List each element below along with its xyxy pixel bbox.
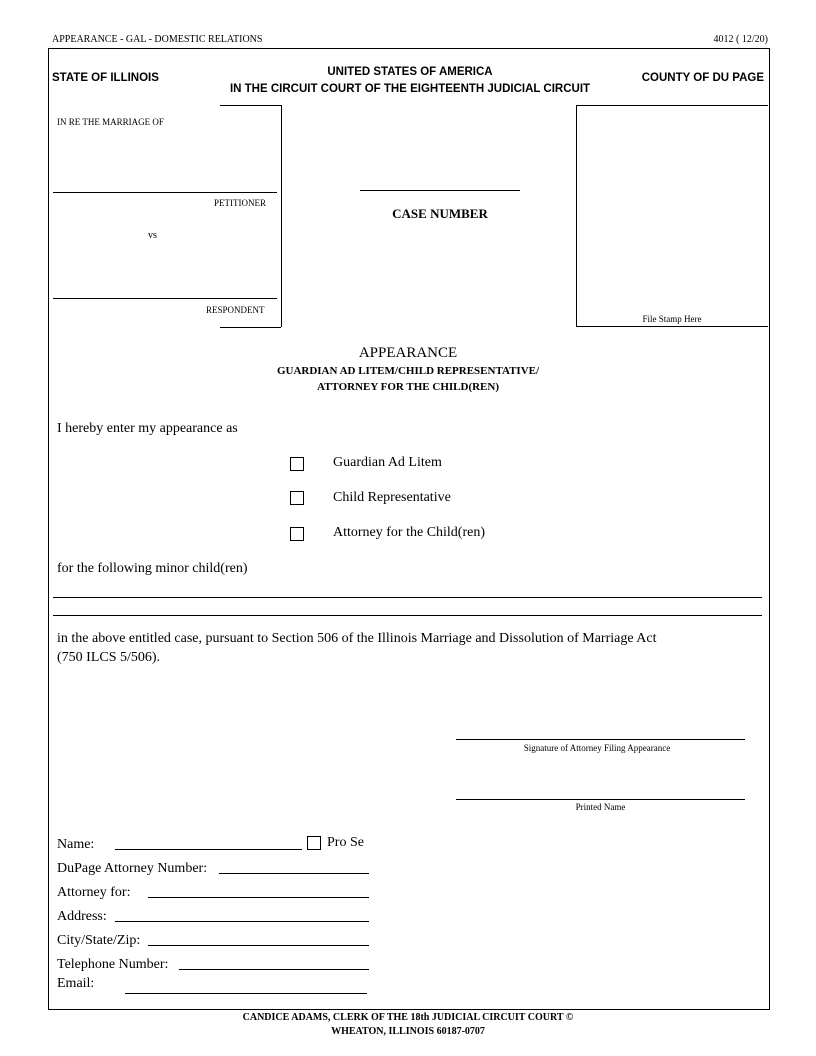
name-input-line[interactable] (115, 849, 302, 850)
footer-clerk: CANDICE ADAMS, CLERK OF THE 18th JUDICIAL CIRCUIT COURT © (242, 1012, 574, 1023)
document-subtitle-2: ATTORNEY FOR THE CHILD(REN) (316, 381, 500, 393)
child-representative-checkbox[interactable] (290, 491, 304, 505)
form-title: APPEARANCE - GAL - DOMESTIC RELATIONS (52, 34, 263, 45)
attorney-for-children-checkbox[interactable] (290, 527, 304, 541)
telephone-input-line[interactable] (179, 969, 369, 970)
form-code: 4012 ( 12/20) (713, 34, 768, 45)
signature-label: Signature of Attorney Filing Appearance (523, 743, 671, 753)
guardian-ad-litem-checkbox[interactable] (290, 457, 304, 471)
attorney-number-input-line[interactable] (219, 873, 369, 874)
minor-children-line-2[interactable] (53, 615, 762, 616)
case-number-line[interactable] (360, 190, 520, 191)
footer-address: WHEATON, ILLINOIS 60187-0707 (331, 1026, 485, 1037)
printed-name-line[interactable] (456, 799, 745, 800)
address-input-line[interactable] (115, 921, 369, 922)
address-label: Address: (57, 909, 107, 924)
respondent-line[interactable] (53, 298, 277, 299)
city-state-zip-input-line[interactable] (148, 945, 369, 946)
state-label: STATE OF ILLINOIS (52, 72, 159, 84)
petitioner-line[interactable] (53, 192, 277, 193)
email-label: Email: (57, 976, 95, 991)
document-subtitle-1: GUARDIAN AD LITEM/CHILD REPRESENTATIVE/ (276, 365, 540, 377)
document-title: APPEARANCE (358, 345, 458, 361)
caption-box-bottom-edge (220, 327, 281, 328)
caption-box-right-edge (281, 105, 282, 327)
attorney-number-label: DuPage Attorney Number: (57, 861, 208, 876)
attorney-for-label: Attorney for: (57, 885, 131, 900)
respondent-label: RESPONDENT (206, 305, 265, 315)
file-stamp-label: File Stamp Here (642, 314, 702, 324)
child-representative-label: Child Representative (333, 490, 451, 505)
caption-box-top-edge (220, 105, 281, 106)
email-input-line[interactable] (125, 993, 367, 994)
pro-se-label: Pro Se (327, 835, 364, 850)
guardian-ad-litem-label: Guardian Ad Litem (333, 455, 442, 470)
printed-name-label: Printed Name (575, 802, 626, 812)
minor-children-line-1[interactable] (53, 597, 762, 598)
city-state-zip-label: City/State/Zip: (57, 933, 141, 948)
minor-children-label: for the following minor child(ren) (57, 561, 248, 576)
attorney-for-children-label: Attorney for the Child(ren) (333, 525, 486, 540)
statute-text-line-2: (750 ILCS 5/506). (57, 650, 161, 665)
petitioner-label: PETITIONER (214, 198, 266, 208)
county-label: COUNTY OF DU PAGE (641, 72, 764, 84)
case-number-label: CASE NUMBER (392, 206, 488, 221)
statute-text-line-1: in the above entitled case, pursuant to Section 506 of the Illinois Marriage and Dissolution of Marriage Act (57, 631, 657, 646)
attorney-for-input-line[interactable] (148, 897, 369, 898)
country-label: UNITED STATES OF AMERICA (327, 66, 493, 78)
circuit-label: IN THE CIRCUIT COURT OF THE EIGHTEENTH JUDICIAL CIRCUIT (229, 83, 591, 95)
file-stamp-box (576, 105, 768, 327)
appearance-intro: I hereby enter my appearance as (57, 421, 238, 436)
pro-se-checkbox[interactable] (307, 836, 321, 850)
vs-label: vs (148, 230, 157, 241)
signature-line[interactable] (456, 739, 745, 740)
name-label: Name: (57, 837, 95, 852)
in-re-label: IN RE THE MARRIAGE OF (57, 117, 164, 127)
telephone-label: Telephone Number: (57, 957, 169, 972)
